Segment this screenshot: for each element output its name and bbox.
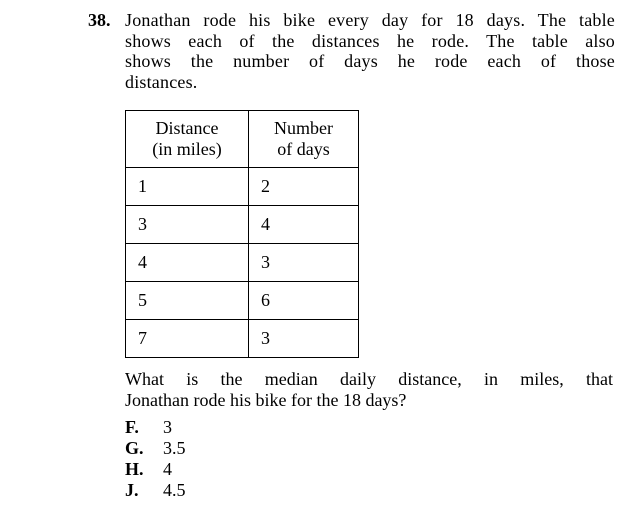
stem-line: Jonathan rode his bike every day for 18 days. The table: [125, 10, 615, 30]
choice-value: 4: [163, 459, 172, 479]
cell-days: 3: [249, 320, 359, 358]
header-text: (in miles): [152, 139, 222, 159]
distance-days-table: [125, 110, 359, 358]
table-header-row: [126, 111, 359, 168]
stem-line: shows the number of days he rode each of those: [125, 51, 615, 71]
cell-distance: 3: [126, 206, 249, 244]
question-stem: [125, 10, 615, 92]
choice-letter: G.: [125, 438, 144, 458]
table-row: [126, 320, 359, 358]
answer-choice-j[interactable]: [125, 480, 186, 501]
prompt-line: Jonathan rode his bike for the 18 days?: [125, 389, 407, 410]
cell-distance: 5: [126, 282, 249, 320]
cell-days: 2: [249, 168, 359, 206]
table-row: [126, 282, 359, 320]
question-prompt: [125, 369, 613, 410]
table-row: [126, 168, 359, 206]
answer-choice-f[interactable]: [125, 417, 186, 438]
header-number-of-days: [249, 111, 359, 168]
question-number: 38.: [88, 10, 111, 30]
header-distance: [126, 111, 249, 168]
choice-letter: H.: [125, 459, 144, 479]
table-row: [126, 244, 359, 282]
answer-choices: [125, 417, 186, 501]
header-text: Distance: [155, 118, 219, 138]
header-text: of days: [277, 139, 330, 159]
cell-distance: 7: [126, 320, 249, 358]
choice-letter: F.: [125, 417, 139, 437]
choice-value: 3: [163, 417, 172, 437]
choice-letter: J.: [125, 480, 139, 500]
stem-line: shows each of the distances he rode. The table also: [125, 30, 615, 51]
cell-days: 6: [249, 282, 359, 320]
stem-line: distances.: [125, 71, 198, 92]
answer-choice-g[interactable]: [125, 438, 186, 459]
cell-distance: 4: [126, 244, 249, 282]
choice-value: 3.5: [163, 438, 186, 458]
cell-distance: 1: [126, 168, 249, 206]
choice-value: 4.5: [163, 480, 186, 500]
cell-days: 3: [249, 244, 359, 282]
answer-choice-h[interactable]: [125, 459, 186, 480]
header-text: Number: [274, 118, 333, 138]
prompt-line: What is the median daily distance, in miles, that: [125, 369, 613, 389]
cell-days: 4: [249, 206, 359, 244]
table-row: [126, 206, 359, 244]
